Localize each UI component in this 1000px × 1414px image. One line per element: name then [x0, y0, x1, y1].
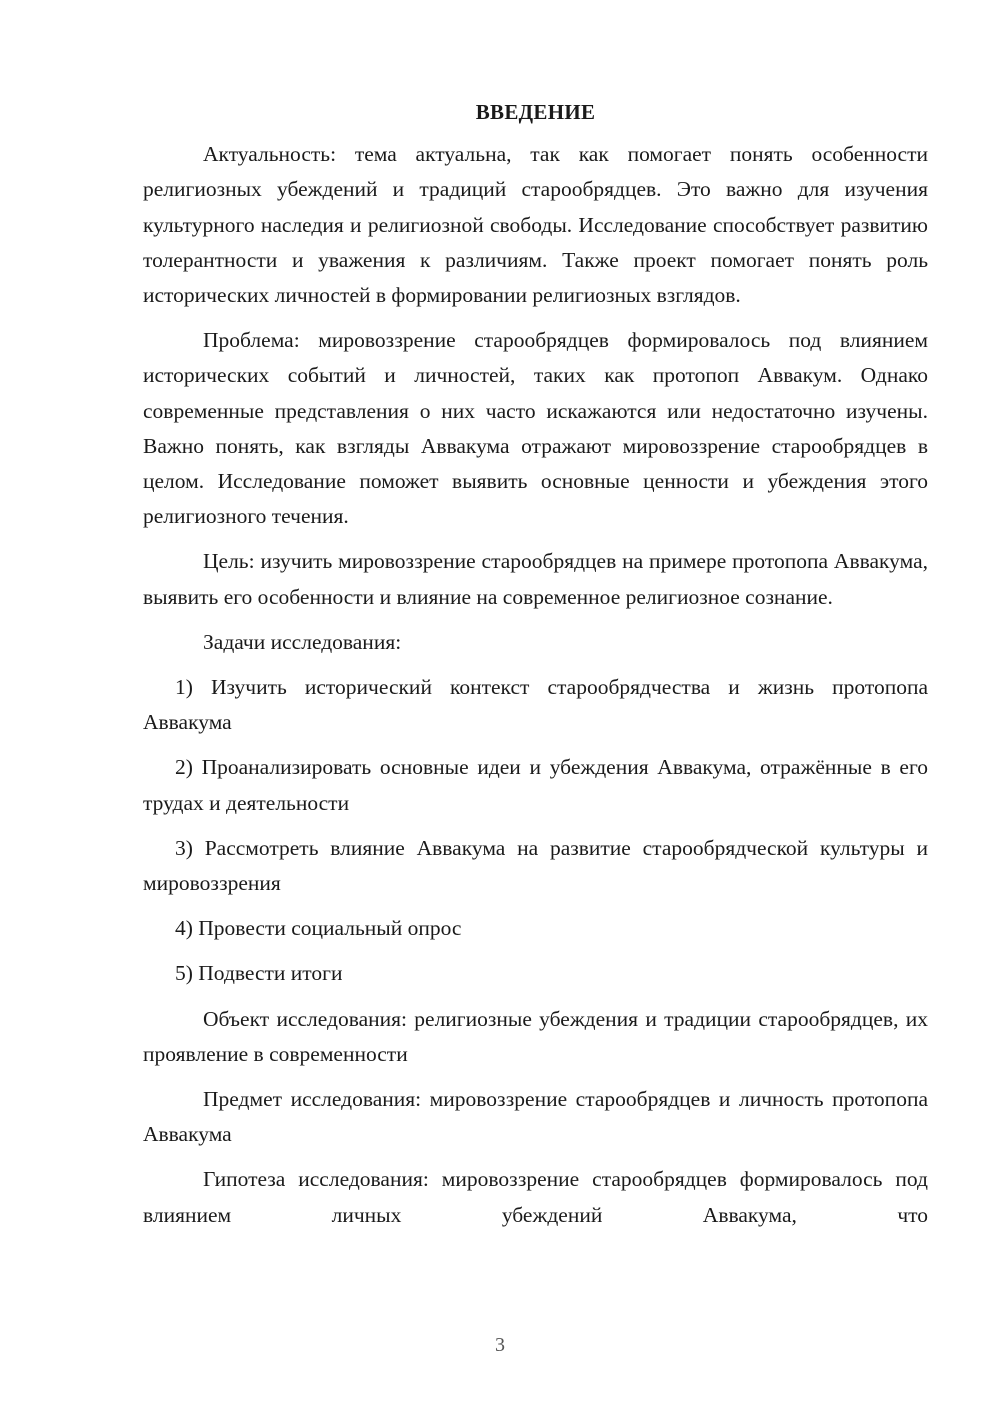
- task-item-1: 1) Изучить исторический контекст старообрядчества и жизнь протопопа Аввакума: [143, 675, 928, 735]
- paragraph-relevance: Актуальность: тема актуальна, так как помогает понять особенности религиозных убеждений и традиций старообрядцев. Это важно для изучения культурного наследия и религиозной свободы. Исследование способствует развитию толерантности и уважения к различиям. Также проект помогает понять роль исторических личностей в формировании религиозных взглядов.: [143, 142, 928, 308]
- task-item-3: 3) Рассмотреть влияние Аввакума на развитие старообрядческой культуры и мировоззрения: [143, 835, 928, 896]
- task-item-4: 4) Провести социальный опрос: [175, 916, 462, 941]
- section-title: ВВЕДЕНИЕ: [475, 100, 596, 124]
- paragraph-goal: Цель: изучить мировоззрение старообрядцев на примере протопопа Аввакума, выявить его особенности и влияние на современное религиозное сознание.: [143, 549, 928, 609]
- paragraph-object: Объект исследования: религиозные убеждения и традиции старообрядцев, их проявление в современности: [143, 1006, 928, 1066]
- tasks-heading: Задачи исследования:: [203, 629, 402, 654]
- page-number: 3: [495, 1334, 505, 1356]
- task-item-5: 5) Подвести итоги: [175, 961, 343, 986]
- paragraph-subject: Предмет исследования: мировоззрение старообрядцев и личность протопопа Аввакума: [143, 1087, 928, 1147]
- document-page: [143, 95, 928, 1243]
- task-item-2: 2) Проанализировать основные идеи и убеждения Аввакума, отражённые в его трудах и деятельности: [143, 755, 928, 815]
- paragraph-hypothesis: Гипотеза исследования: мировоззрение старообрядцев формировалось под влиянием личных убеждений Аввакума, что: [143, 1167, 928, 1227]
- paragraph-problem: Проблема: мировоззрение старообрядцев формировалось под влиянием исторических событий и личностей, таких как протопоп Аввакум. Однако современные представления о них часто искажаются или недостаточно изучены. Важно понять, как взгляды Аввакума отражают мировоззрение старообрядцев в целом. Исследование поможет выявить основные ценности и убеждения этого религиозного течения.: [143, 328, 928, 529]
